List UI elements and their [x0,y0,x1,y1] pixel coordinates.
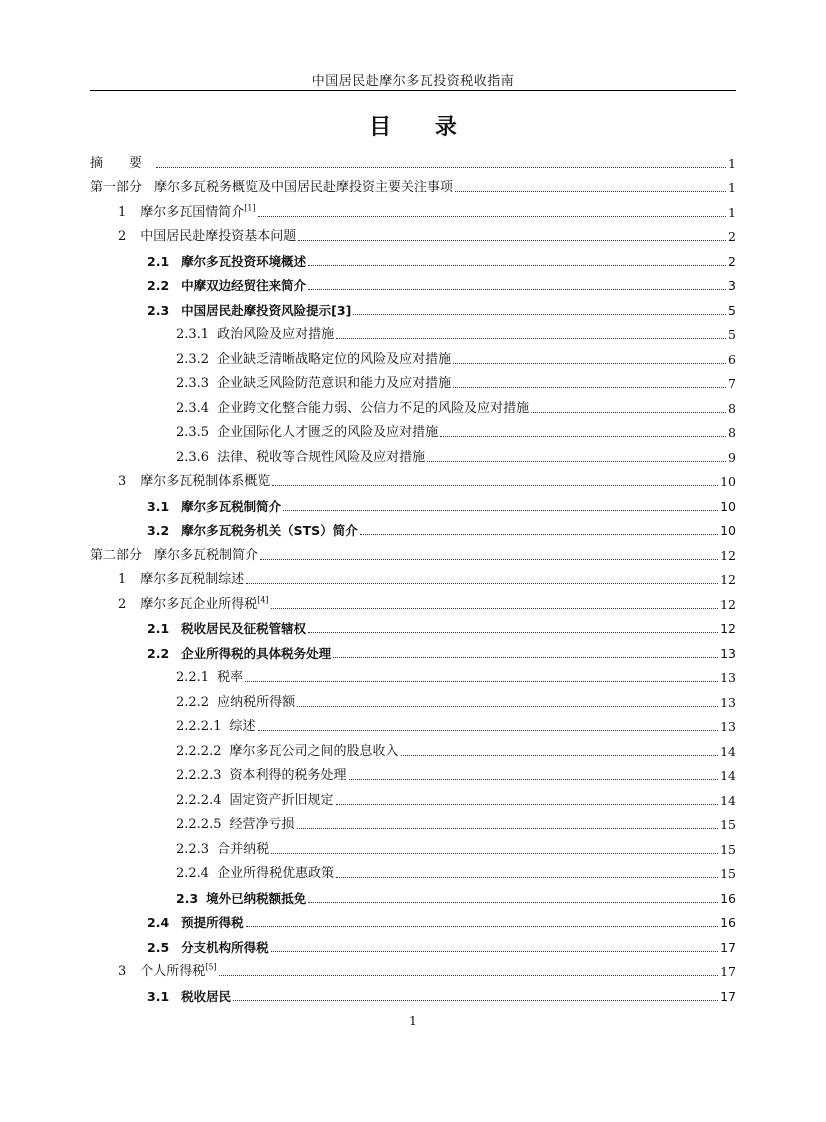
toc-dot-leader [260,559,718,560]
toc-entry-text: 中国居民赴摩投资基本问题 [140,229,297,244]
toc-entry[interactable] [90,809,736,834]
toc-dot-leader [246,583,718,584]
toc-entry-number: 2.2 [147,645,170,661]
toc-entry-label [147,940,269,956]
toc-entry[interactable] [90,221,736,246]
toc-entry-page: 1 [728,204,736,220]
toc-entry[interactable] [90,539,736,564]
toc-dot-leader [360,534,718,535]
toc-entry-footnote-ref: [5] [205,962,217,972]
toc-entry-page: 15 [720,817,736,832]
toc-entry-number: 2.2 [147,278,170,293]
toc-entry-number: 2.2.2.4 [176,792,222,808]
toc-entry[interactable] [90,711,736,736]
toc-entry-text: 资本利得的税务处理 [229,768,347,783]
toc-entry-page: 14 [720,768,736,783]
toc-entry-number: 2.3.3 [176,376,210,391]
toc-entry-label [118,229,296,245]
toc-entry-page: 14 [720,743,736,759]
toc-entry[interactable] [90,515,736,540]
toc-entry-page: 12 [720,596,736,612]
toc-entry-number: 2.2.3 [176,841,210,857]
toc-entry[interactable] [90,931,736,956]
toc-entry-number: 2.3.1 [176,327,210,342]
toc-entry-number: 2.1 [147,621,170,636]
toc-entry-page: 1 [728,180,736,195]
toc-entry[interactable] [90,760,736,785]
toc-dot-leader [453,363,726,364]
toc-entry-number: 2.3.5 [176,425,210,440]
toc-entry-number: 3.1 [147,988,170,1004]
toc-entry[interactable] [90,270,736,295]
toc-entry[interactable] [90,882,736,907]
toc-entry-text: 分支机构所得税 [181,939,269,955]
toc-entry-text: 经营净亏损 [229,817,295,832]
toc-entry-text: 综述 [229,719,256,734]
toc-entry-page: 10 [720,474,736,489]
toc-entry-number: 2.2.1 [176,670,210,685]
toc-entry-number: 摘 要 [90,155,143,171]
toc-entry-label [176,695,295,711]
toc-entry-page: 10 [720,523,736,538]
toc-entry-page: 16 [720,890,736,906]
toc-dot-leader [453,387,726,388]
toc-entry-text: 税率 [217,670,244,685]
toc-entry-number: 2.3.4 [176,400,210,416]
toc-entry[interactable] [90,417,736,442]
toc-entry-text: 合并纳税 [217,841,270,857]
toc-entry-label [147,621,306,637]
toc-entry-page: 9 [728,449,736,465]
toc-entry-label [147,915,244,931]
toc-dot-leader [333,657,718,658]
toc-entry-label [118,205,256,221]
toc-dot-leader [271,608,718,609]
toc-entry[interactable] [90,490,736,515]
toc-entry-page: 10 [720,498,736,514]
toc-entry-text: 摩尔多瓦企业所得税 [140,596,258,612]
table-of-contents [90,147,736,1005]
toc-entry[interactable] [90,686,736,711]
toc-dot-leader [349,779,719,780]
toc-entry-page: 12 [720,621,736,636]
toc-dot-leader [440,436,726,437]
toc-dot-leader [258,216,726,217]
toc-entry-page: 15 [720,841,736,857]
toc-entry-page: 13 [720,645,736,661]
toc-entry-page: 17 [720,988,736,1004]
toc-entry-text: 企业所得税优惠政策 [217,866,335,881]
toc-dot-leader [455,191,726,192]
toc-entry-number: 2.1 [147,253,170,269]
toc-entry-number: 3 [118,474,127,489]
toc-entry-number: 3.1 [147,498,170,514]
toc-entry[interactable] [90,858,736,883]
toc-dot-leader [336,804,719,805]
toc-entry-number: 2.2.4 [176,866,210,881]
toc-entry-number: 2.2.2 [176,694,210,710]
toc-entry[interactable] [90,833,736,858]
toc-entry-page: 8 [728,425,736,440]
toc-dot-leader [427,461,726,462]
toc-entry-page: 1 [728,155,736,171]
toc-entry[interactable] [90,392,736,417]
toc-entry-page: 5 [728,327,736,342]
toc-entry-number: 2.2.2.5 [176,817,222,832]
toc-entry-page: 13 [720,694,736,710]
toc-entry-label [90,548,258,564]
toc-dot-leader [297,706,718,707]
toc-entry-number: 2.2.2.1 [176,719,222,734]
toc-entry-page: 14 [720,792,736,808]
toc-entry-page: 17 [720,964,736,979]
toc-entry-text: 摩尔多瓦税制体系概览 [140,474,271,489]
toc-title: 目 录 [369,115,475,140]
toc-entry[interactable] [90,907,736,932]
toc-dot-leader [283,510,718,511]
toc-entry-label [176,719,256,735]
toc-dot-leader [531,412,726,413]
toc-entry[interactable] [90,735,736,760]
toc-entry[interactable] [90,343,736,368]
toc-entry-label [118,964,217,980]
toc-entry-label [176,401,529,417]
toc-entry-footnote-ref: [1] [244,203,256,213]
toc-dot-leader [258,730,719,731]
toc-dot-leader [245,681,718,682]
toc-entry-text: 企业所得税的具体税务处理 [181,645,332,661]
toc-entry-text: 中摩双边经贸往来简介 [181,278,307,293]
toc-entry-text: 摩尔多瓦税制简介 [181,498,282,514]
toc-entry-label [176,670,243,686]
toc-entry-number: 2.3.6 [176,449,210,465]
toc-entry-text: 税收居民及征税管辖权 [181,621,307,636]
toc-entry-text: 法律、税收等合规性风险及应对措施 [217,449,426,465]
toc-entry-label [176,817,295,833]
toc-entry-number: 1 [118,572,127,587]
toc-entry-text: 中国居民赴摩投资风险提示[3] [181,302,352,318]
toc-entry-text: 税收居民 [181,988,232,1004]
toc-dot-leader [353,314,726,315]
header-rule [90,90,736,91]
toc-entry-text: 摩尔多瓦税制简介 [154,547,259,563]
toc-entry-text: 应纳税所得额 [217,694,296,710]
toc-entry[interactable] [90,564,736,589]
toc-entry-label [90,180,453,196]
toc-entry[interactable] [90,956,736,981]
toc-entry-text: 摩尔多瓦税务概览及中国居民赴摩投资主要关注事项 [154,180,454,195]
toc-entry[interactable] [90,441,736,466]
toc-entry-text: 摩尔多瓦投资环境概述 [181,253,307,269]
toc-dot-leader [233,1000,718,1001]
toc-entry-label [118,597,269,613]
toc-entry-number: 2.3 [176,890,199,906]
toc-entry-page: 3 [728,278,736,293]
toc-entry-number: 3 [118,964,127,979]
toc-entry-page: 12 [720,547,736,563]
toc-entry-label [176,327,334,343]
toc-dot-leader [298,240,726,241]
running-header: 中国居民赴摩尔多瓦投资税收指南 [311,74,515,89]
toc-entry-text: 摩尔多瓦税务机关（STS）简介 [181,523,358,538]
toc-entry-page: 2 [728,253,736,269]
toc-dot-leader [271,951,718,952]
toc-entry-number: 3.2 [147,523,170,538]
toc-entry-label [176,425,438,441]
toc-dot-leader [336,877,718,878]
toc-entry-number: 2.3.2 [176,351,210,367]
toc-dot-leader [308,902,718,903]
toc-entry[interactable] [90,319,736,344]
toc-entry[interactable] [90,613,736,638]
toc-entry-text: 企业国际化人才匮乏的风险及应对措施 [217,425,439,440]
toc-entry-label [176,793,334,809]
toc-entry-label [147,303,351,319]
toc-entry-label [90,156,154,172]
toc-entry-page: 17 [720,939,736,955]
toc-entry-number: 第一部分 [90,180,143,195]
toc-entry-label [147,989,231,1005]
toc-entry-text: 企业跨文化整合能力弱、公信力不足的风险及应对措施 [217,400,530,416]
toc-entry-label [147,278,306,294]
toc-entry-page: 5 [728,302,736,318]
toc-dot-leader [297,828,719,829]
toc-entry[interactable] [90,368,736,393]
toc-entry[interactable] [90,637,736,662]
toc-entry-label [147,499,281,515]
toc-entry-text: 预提所得税 [181,915,244,930]
toc-entry[interactable] [90,196,736,221]
toc-entry-number: 2.4 [147,915,170,930]
toc-entry-label [176,866,334,882]
toc-dot-leader [219,975,718,976]
toc-entry-text: 政治风险及应对措施 [217,327,335,342]
toc-entry-page: 6 [728,351,736,367]
toc-dot-leader [272,485,718,486]
toc-entry-text: 境外已纳税额抵免 [206,890,307,906]
toc-dot-leader [308,265,726,266]
toc-dot-leader [401,755,719,756]
toc-entry-page: 16 [720,915,736,930]
toc-entry-label [147,254,306,270]
toc-entry[interactable] [90,980,736,1005]
toc-entry-number: 2.3 [147,302,170,318]
toc-entry-text: 固定资产折旧规定 [229,792,334,808]
toc-entry-number: 2.2.2.2 [176,743,222,759]
toc-entry-label [176,891,306,907]
toc-entry[interactable] [90,662,736,687]
toc-entry[interactable] [90,294,736,319]
toc-entry-text: 企业缺乏清晰战略定位的风险及应对措施 [217,351,452,367]
toc-dot-leader [246,926,718,927]
toc-entry-footnote-ref: [4] [257,595,269,605]
toc-dot-leader [336,338,726,339]
toc-entry-label [176,352,451,368]
toc-entry-text: 企业缺乏风险防范意识和能力及应对措施 [217,376,452,391]
toc-entry-page: 13 [720,719,736,734]
toc-dot-leader [156,167,726,168]
toc-entry-label [176,450,425,466]
toc-entry-text: 摩尔多瓦公司之间的股息收入 [229,743,399,759]
toc-entry-text: 个人所得税 [140,964,206,979]
toc-entry-label [176,744,399,760]
toc-entry-page: 7 [728,376,736,391]
toc-entry[interactable] [90,245,736,270]
page-number: 1 [409,1014,417,1028]
toc-entry-page: 12 [720,572,736,587]
toc-dot-leader [308,632,718,633]
toc-entry[interactable] [90,784,736,809]
toc-entry[interactable] [90,172,736,197]
toc-entry[interactable] [90,466,736,491]
toc-entry-text: 摩尔多瓦国情简介 [140,204,245,220]
toc-entry-number: 2.2.2.3 [176,768,222,783]
toc-entry-page: 2 [728,229,736,244]
toc-entry-number: 2.5 [147,939,170,955]
toc-entry-label [176,376,451,392]
toc-entry-page: 15 [720,866,736,881]
toc-entry-text: 摩尔多瓦税制综述 [140,572,245,587]
toc-entry-number: 2 [118,596,127,612]
toc-entry-label [147,523,358,539]
toc-entry-label [118,474,270,490]
toc-entry-label [118,572,244,588]
toc-entry-label [147,646,331,662]
toc-entry[interactable] [90,147,736,172]
toc-entry-page: 13 [720,670,736,685]
toc-dot-leader [308,289,726,290]
toc-entry[interactable] [90,588,736,613]
toc-entry-label [176,768,347,784]
toc-entry-page: 8 [728,400,736,416]
toc-entry-label [176,842,269,858]
toc-entry-number: 2 [118,229,127,244]
toc-dot-leader [271,853,718,854]
toc-entry-number: 第二部分 [90,547,143,563]
toc-entry-number: 1 [118,204,127,220]
